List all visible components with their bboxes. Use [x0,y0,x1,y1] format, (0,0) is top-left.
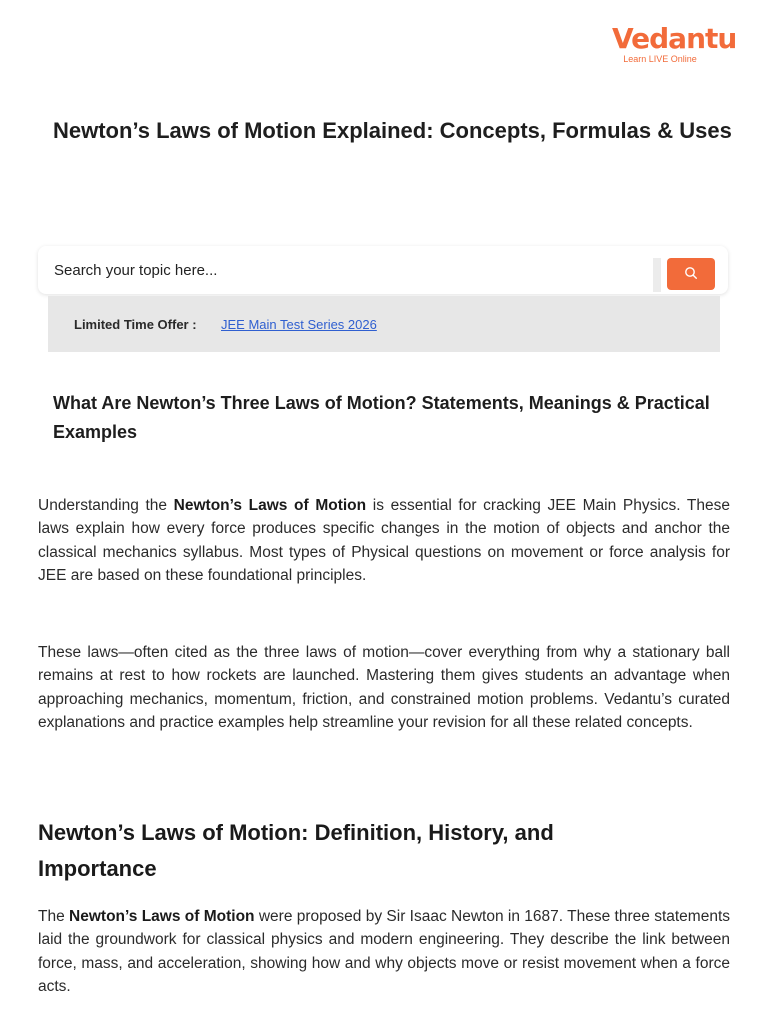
history-paragraph [38,905,730,998]
search-divider [653,258,661,292]
history-text-end: were proposed by Sir Isaac Newton in 1687. These three statements laid the groundwork for classical physics and modern engineering. They describe the link between force, mass, and acceleration, showing how and why objects move or resist movement when a force acts. [38,908,731,995]
offer-banner [48,296,720,352]
offer-label: Limited Time Offer : [74,317,197,332]
logo-wordmark: Vedantu [612,22,737,55]
search-button[interactable] [667,258,715,290]
vedantu-logo[interactable] [612,22,737,65]
intro-text-end: is essential for cracking JEE Main Physics. These laws explain how every force produces specific changes in the motion of objects and anchor the classical mechanics syllabus. Most types of Physical questions on movement or force analysis for JEE are based on these foundational principles. [38,497,731,584]
section-heading: What Are Newton’s Three Laws of Motion? Statements, Meanings & Practical Examples [53,393,710,442]
logo-tagline: Learn LIVE Online [623,54,697,64]
search-input[interactable] [46,255,662,285]
history-bold-term: Newton’s Laws of Motion [69,908,255,925]
search-icon [684,266,698,283]
intro-paragraph [38,494,730,587]
page-title: Newton’s Laws of Motion Explained: Concepts, Formulas & Uses [53,118,732,143]
search-panel [38,242,728,358]
laws-overview-paragraph: These laws—often cited as the three laws of motion—cover everything from why a stationary ball remains at rest to how rockets are launched. Mastering them gives students an advantage when approaching mechanics, momentum, friction, and constrained motion problems. Vedantu’s curated explanations and practice examples help streamline your revision for all these related concepts. [38,644,730,731]
definition-heading: Newton’s Laws of Motion: Definition, History, and Importance [38,820,554,881]
intro-bold-term: Newton’s Laws of Motion [173,497,367,514]
search-bar [38,246,728,294]
intro-text-start: Understanding the [38,497,174,514]
history-text-start: The [38,908,70,925]
offer-link[interactable]: JEE Main Test Series 2026 [221,317,377,332]
